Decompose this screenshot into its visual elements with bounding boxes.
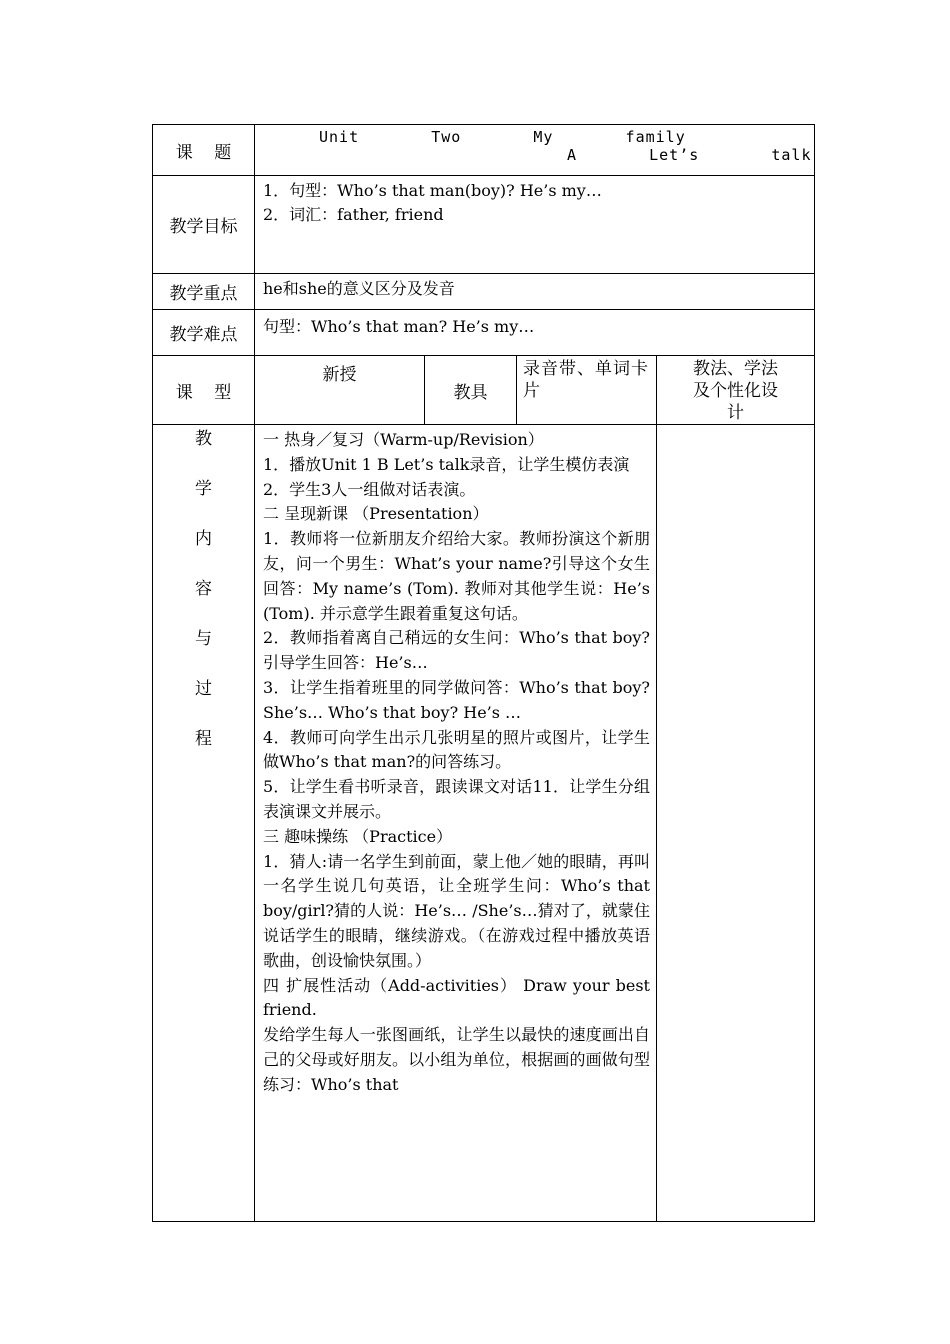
process-paragraph: 3．让学生指着班里的同学做问答：Who’s that boy? She’s… Who’s that boy? He’s … (263, 677, 650, 722)
row-type (153, 356, 815, 425)
topic-cell (255, 125, 815, 176)
methods-label: 教法、学法及个性化设计 (657, 356, 815, 425)
difficulties-text: 句型：Who’s that man? He’s my… (255, 310, 815, 356)
process-label-char: 与 (195, 629, 212, 649)
process-paragraph: 三 趣味操练 （Practice） (263, 826, 453, 846)
difficulties-label: 教学难点 (153, 310, 255, 356)
row-key-points (153, 274, 815, 310)
process-label-char: 容 (195, 579, 212, 599)
row-process (153, 425, 815, 1222)
methods-column-cell (657, 425, 815, 1222)
row-topic (153, 125, 815, 176)
process-paragraph: 5．让学生看书听录音，跟读课文对话11．让学生分组表演课文并展示。 (263, 777, 650, 821)
tools-value: 录音带、单词卡片 (517, 356, 657, 425)
key-points-label: 教学重点 (153, 274, 255, 310)
process-paragraph: 1．教师将一位新朋友介绍给大家。教师扮演这个新朋友，问一个男生：What’s your name?引导这个女生回答：My name’s (Tom). 教师对其他学生说：He’s (Tom). 并示意学生跟着重复这句话。 (263, 529, 650, 623)
process-paragraph: 1．猜人:请一名学生到前面，蒙上他／她的眼睛，再叫一名学生说几句英语，让全班学生问：Who’s that boy/girl?猜的人说：He’s… /She’s…猜对了，就蒙住说话学生的眼睛，继续游戏。（在游戏过程中播放英语歌曲，创设愉快氛围。） (263, 851, 650, 970)
key-points-text: he和she的意义区分及发音 (255, 274, 815, 310)
process-paragraph: 二 呈现新课 （Presentation） (263, 504, 489, 524)
process-paragraph: 发给学生每人一张图画纸，让学生以最快的速度画出自己的父母或好朋友。以小组为单位，根据画的画做句型练习：Who’s that (263, 1025, 650, 1094)
process-label-char: 学 (195, 479, 212, 499)
topic-line2: A Let’s talk (567, 146, 812, 164)
topic-line1: Unit Two My family (319, 128, 686, 146)
process-label-char: 过 (195, 679, 212, 699)
topic-label: 课 题 (153, 125, 255, 176)
process-label (153, 425, 255, 1222)
process-paragraph: 1．播放Unit 1 B Let’s talk录音，让学生模仿表演 (263, 454, 630, 474)
objectives-label: 教学目标 (153, 176, 255, 274)
objective-item: 1．句型：Who’s that man(boy)? He’s my… (263, 181, 602, 200)
lesson-plan-table (152, 124, 815, 1222)
tools-label: 教具 (425, 356, 517, 425)
process-paragraph: 2．学生3人一组做对话表演。 (263, 479, 476, 499)
objectives-cell (255, 176, 815, 274)
row-difficulties (153, 310, 815, 356)
process-paragraph: 2．教师指着离自己稍远的女生问：Who’s that boy?引导学生回答：He’s… (263, 628, 650, 673)
row-objectives (153, 176, 815, 274)
process-label-char: 教 (195, 429, 212, 449)
process-label-char: 内 (195, 529, 212, 549)
type-label: 课 型 (153, 356, 255, 425)
process-paragraph: 一 热身／复习（Warm-up/Revision） (263, 430, 544, 449)
objective-item: 2．词汇：father, friend (263, 205, 444, 224)
process-label-char: 程 (195, 729, 212, 749)
type-value: 新授 (255, 356, 425, 425)
process-paragraph: 四 扩展性活动（Add-activities） Draw your best friend. (263, 975, 650, 1020)
process-content (255, 425, 657, 1222)
process-paragraph: 4．教师可向学生出示几张明星的照片或图片，让学生做Who’s that man?的问答练习。 (263, 727, 650, 772)
